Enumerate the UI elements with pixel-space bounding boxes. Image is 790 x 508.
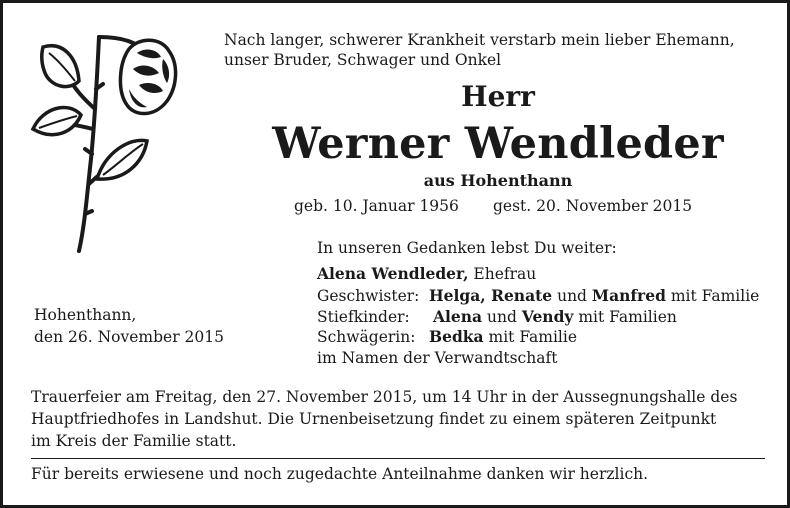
intro-line-2: unser Bruder, Schwager und Onkel: [224, 51, 502, 69]
sisterinlaw-name: Bedka: [429, 327, 484, 346]
funeral-line-1: Trauerfeier am Freitag, den 27. November 2015, um 14 Uhr in der Aussegnungshalle des: [31, 388, 738, 406]
deceased-name: Werner Wendleder: [272, 119, 724, 169]
stepchildren-name-2: Vendy: [521, 307, 574, 326]
siblings-and: und: [552, 287, 592, 305]
thoughts-line: In unseren Gedanken lebst Du weiter:: [317, 239, 617, 257]
mourner-sister-in-law: [317, 327, 578, 347]
stepchildren-label: Stiefkinder:: [317, 308, 410, 326]
stepchildren-rest: mit Familien: [573, 308, 677, 326]
stepchildren-name-1: Alena: [433, 307, 483, 326]
origin: aus Hohenthann: [423, 171, 573, 190]
mourner-stepchildren: [317, 307, 677, 327]
siblings-rest: mit Familie: [665, 287, 760, 305]
thanks-line: Für bereits erwiesene und noch zugedachte Anteilnahme danken wir herzlich.: [31, 465, 649, 483]
mourner-relatives: im Namen der Verwandtschaft: [317, 349, 558, 367]
funeral-line-3: im Kreis der Familie statt.: [31, 432, 237, 450]
siblings-label: Geschwister:: [317, 287, 420, 305]
birth-date: geb. 10. Januar 1956: [294, 197, 459, 215]
notice-date: den 26. November 2015: [34, 328, 224, 346]
mourner-wife: [317, 264, 536, 284]
mourner-siblings: [317, 286, 760, 306]
funeral-line-2: Hauptfriedhofes in Landshut. Die Urnenbeisetzung findet zu einem späteren Zeitpunkt: [31, 410, 717, 428]
siblings-names: Helga, Renate: [429, 286, 553, 305]
stepchildren-and: und: [482, 308, 522, 326]
death-date: gest. 20. November 2015: [493, 197, 693, 215]
intro-line-1: Nach langer, schwerer Krankheit verstarb mein lieber Ehemann,: [224, 31, 735, 49]
sisterinlaw-label: Schwägerin:: [317, 328, 416, 346]
divider: [31, 458, 765, 459]
place: Hohenthann,: [34, 306, 137, 324]
siblings-name-2: Manfred: [591, 286, 666, 305]
wife-role: Ehefrau: [468, 265, 537, 283]
sisterinlaw-rest: mit Familie: [483, 328, 578, 346]
salutation: Herr: [461, 80, 535, 113]
wife-name: Alena Wendleder,: [317, 264, 469, 283]
